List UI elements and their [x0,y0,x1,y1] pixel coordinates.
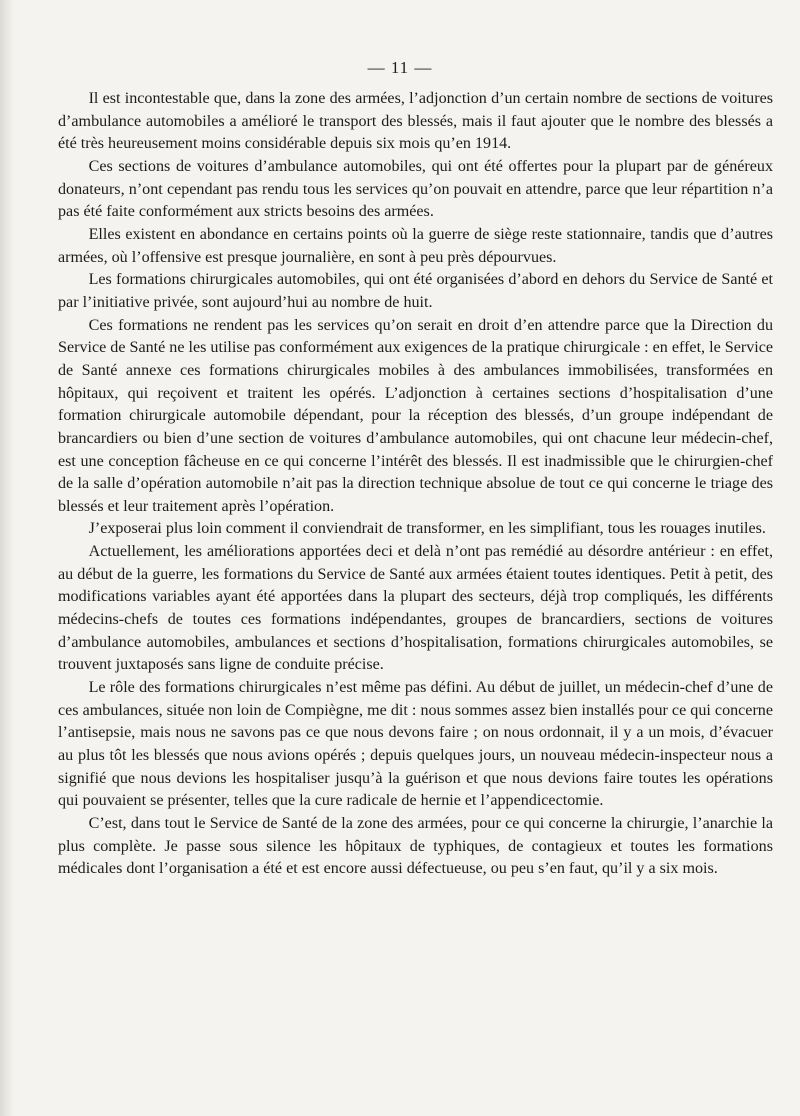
body-text [58,88,773,881]
paragraph: Le rôle des formations chirurgicales n’est même pas défini. Au début de juillet, un médecin-chef d’une de ces ambulances, située non loin de Compiègne, me dit : nous sommes assez bien installés pour ce qui concerne l’antisepsie, mais nous ne savons pas ce que nous devons faire ; on nous ordonnait, il y a un mois, d’évacuer au plus tôt les blessés que nous avions opérés ; depuis quelques jours, un nouveau médecin-inspecteur nous a signifié que nous devions les hospitaliser jusqu’à la guérison et que nous devions faire toutes les opérations qui pouvaient se présenter, telles que la cure radicale de hernie et l’appendicectomie. [58,679,773,810]
paragraph: Ces sections de voitures d’ambulance automobiles, qui ont été offertes pour la plupart par de généreux donateurs, n’ont cependant pas rendu tous les services qu’on pouvait en attendre, parce que leur répartition n’a pas été faite conformément aux stricts besoins des armées. [58,157,773,221]
paragraph: Il est incontestable que, dans la zone des armées, l’adjonction d’un certain nombre de sections de voitures d’ambulance automobiles a amélioré le transport des blessés, mais il faut ajouter que le nombre des blessés a été très heureusement moins considérable depuis six mois qu’en 1914. [58,90,773,153]
paragraph: Les formations chirurgicales automobiles, qui ont été organisées d’abord en dehors du Service de Santé et par l’initiative privée, sont aujourd’hui au nombre de huit. [58,271,773,311]
paragraph: J’exposerai plus loin comment il conviendrait de transformer, en les simplifiant, tous les rouages inutiles. [88,520,766,538]
paragraph: Elles existent en abondance en certains points où la guerre de siège reste stationnaire, tandis que d’autres armées, où l’offensive est presque journalière, en sont à peu près dépourvues. [58,225,773,266]
paragraph: Ces formations ne rendent pas les services qu’on serait en droit d’en attendre parce que la Direction du Service de Santé ne les utilise pas conformément aux exigences de la pratique chirurgicale : en effet, le Service de Santé annexe ces formations chirurgicales mobiles à des ambulances immobilisées, transformées en hôpitaux, qui reçoivent et traitent les opérés. L’adjonction à certaines sections d’hospitalisation d’une formation chirurgicale automobile dépendant, pour la réception des blessés, d’un groupe indépendant de brancardiers ou bien d’une section de voitures d’ambulance automobiles, qui ont chacune leur médecin-chef, est une conception fâcheuse en ce qui concerne l’intérêt des blessés. Il est inadmissible que le chirurgien-chef de la salle d’opération automobile n’ait pas la direction technique absolue de tout ce qui concerne le triage des blessés et leur traitement après l’opération. [58,316,773,515]
scan-edge-shadow [0,0,14,1116]
paragraph: Actuellement, les améliorations apportées deci et delà n’ont pas remédié au désordre antérieur : en effet, au début de la guerre, les formations du Service de Santé aux armées étaient toutes identiques. Petit à petit, des modifications variables ayant été apportées dans la plupart des secteurs, déjà trop compliqués, les différents médecins-chefs de toutes ces formations indépendantes, groupes de brancardiers, sections de voitures d’ambulance automobiles, ambulances et sections d’hospitalisation, formations chirurgicales automobiles, se trouvent juxtaposés sans ligne de conduite précise. [58,543,773,674]
page-number: — 11 — [367,58,433,77]
paragraph: C’est, dans tout le Service de Santé de la zone des armées, pour ce qui concerne la chirurgie, l’anarchie la plus complète. Je passe sous silence les hôpitaux de typhiques, de contagieux et toutes les formations médicales dont l’organisation a été et est encore aussi défectueuse, ou peu s’en faut, qu’il y a six mois. [58,815,773,878]
